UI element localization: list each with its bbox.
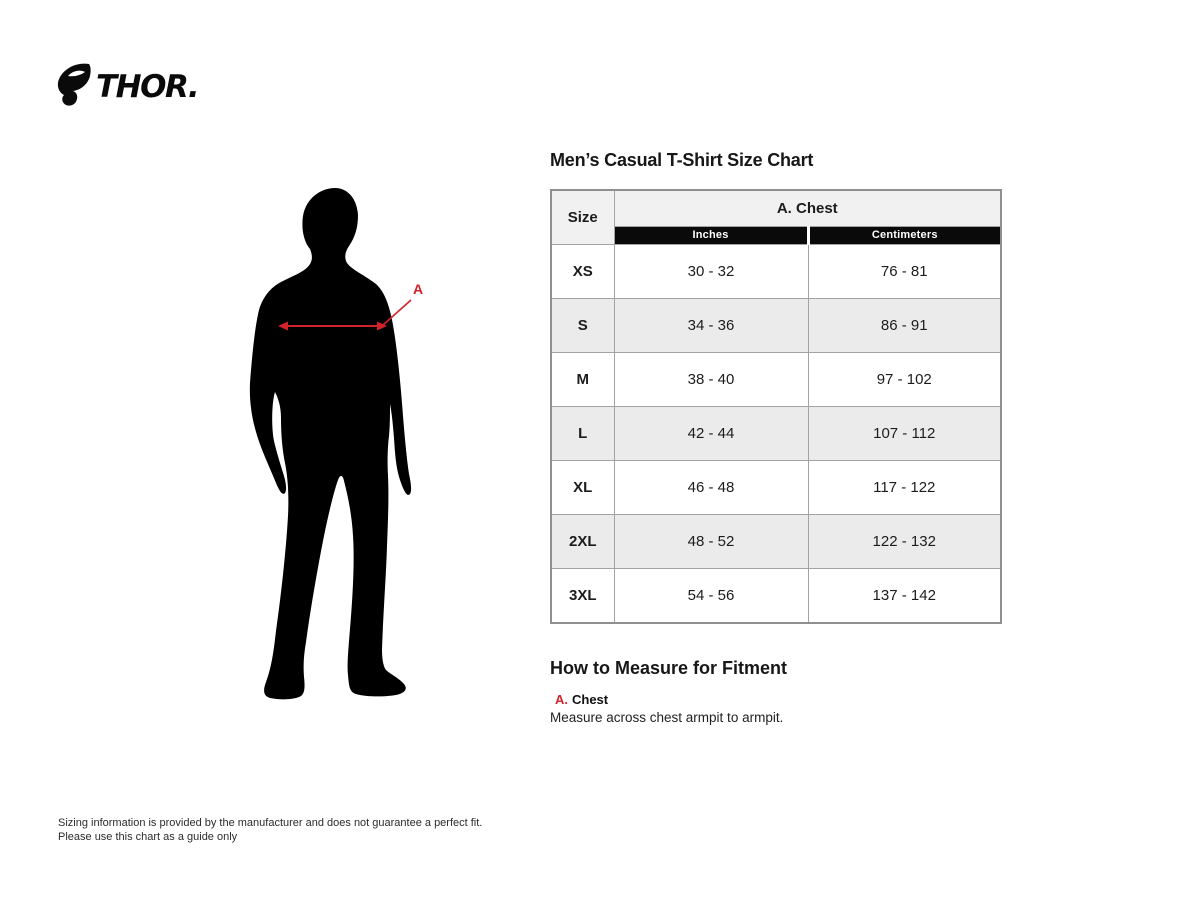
disclaimer-line-1: Sizing information is provided by the manufacturer and does not guarantee a perfect fit. bbox=[58, 817, 483, 829]
size-cell: M bbox=[551, 352, 614, 406]
inches-column-header: Inches bbox=[614, 226, 808, 244]
centimeters-cell: 107 - 112 bbox=[808, 406, 1001, 460]
centimeters-cell: 117 - 122 bbox=[808, 460, 1001, 514]
centimeters-column-header: Centimeters bbox=[808, 226, 1001, 244]
size-chart-title: Men’s Casual T-Shirt Size Chart bbox=[550, 150, 814, 170]
size-table-row bbox=[551, 244, 1001, 298]
inches-cell: 30 - 32 bbox=[614, 244, 808, 298]
inches-cell: 38 - 40 bbox=[614, 352, 808, 406]
size-table-row bbox=[551, 568, 1001, 623]
size-table-row bbox=[551, 352, 1001, 406]
measure-item-label: Chest bbox=[572, 692, 609, 707]
disclaimer-line-2: Please use this chart as a guide only bbox=[58, 831, 238, 843]
thor-ram-icon bbox=[58, 64, 91, 106]
brand-logo bbox=[56, 62, 206, 108]
size-table-row bbox=[551, 298, 1001, 352]
inches-cell: 48 - 52 bbox=[614, 514, 808, 568]
size-table-row bbox=[551, 460, 1001, 514]
male-silhouette-body bbox=[250, 188, 411, 699]
size-cell: 3XL bbox=[551, 568, 614, 623]
size-cell: L bbox=[551, 406, 614, 460]
size-cell: S bbox=[551, 298, 614, 352]
size-cell: XL bbox=[551, 460, 614, 514]
inches-cell: 42 - 44 bbox=[614, 406, 808, 460]
centimeters-cell: 97 - 102 bbox=[808, 352, 1001, 406]
male-silhouette-figure bbox=[248, 186, 433, 701]
size-column-header: Size bbox=[551, 190, 614, 244]
size-cell: XS bbox=[551, 244, 614, 298]
measure-item-description: Measure across chest armpit to armpit. bbox=[550, 710, 784, 725]
sizing-disclaimer bbox=[58, 816, 482, 844]
size-table-body bbox=[551, 244, 1001, 623]
centimeters-cell: 137 - 142 bbox=[808, 568, 1001, 623]
size-chart-table bbox=[550, 189, 1002, 624]
annotation-label-a: A bbox=[413, 281, 424, 297]
inches-cell: 46 - 48 bbox=[614, 460, 808, 514]
measure-item-key: A. bbox=[555, 692, 568, 707]
measure-item-chest bbox=[555, 692, 608, 707]
size-table-row bbox=[551, 514, 1001, 568]
fit-figure bbox=[248, 186, 433, 701]
centimeters-cell: 76 - 81 bbox=[808, 244, 1001, 298]
inches-cell: 34 - 36 bbox=[614, 298, 808, 352]
chest-group-header: A. Chest bbox=[614, 190, 1001, 226]
centimeters-cell: 86 - 91 bbox=[808, 298, 1001, 352]
logo-wordmark: THOR. bbox=[96, 69, 199, 105]
thor-logo-svg bbox=[56, 62, 206, 108]
centimeters-cell: 122 - 132 bbox=[808, 514, 1001, 568]
size-cell: 2XL bbox=[551, 514, 614, 568]
inches-cell: 54 - 56 bbox=[614, 568, 808, 623]
measure-guide-title: How to Measure for Fitment bbox=[550, 658, 788, 678]
size-table-row bbox=[551, 406, 1001, 460]
